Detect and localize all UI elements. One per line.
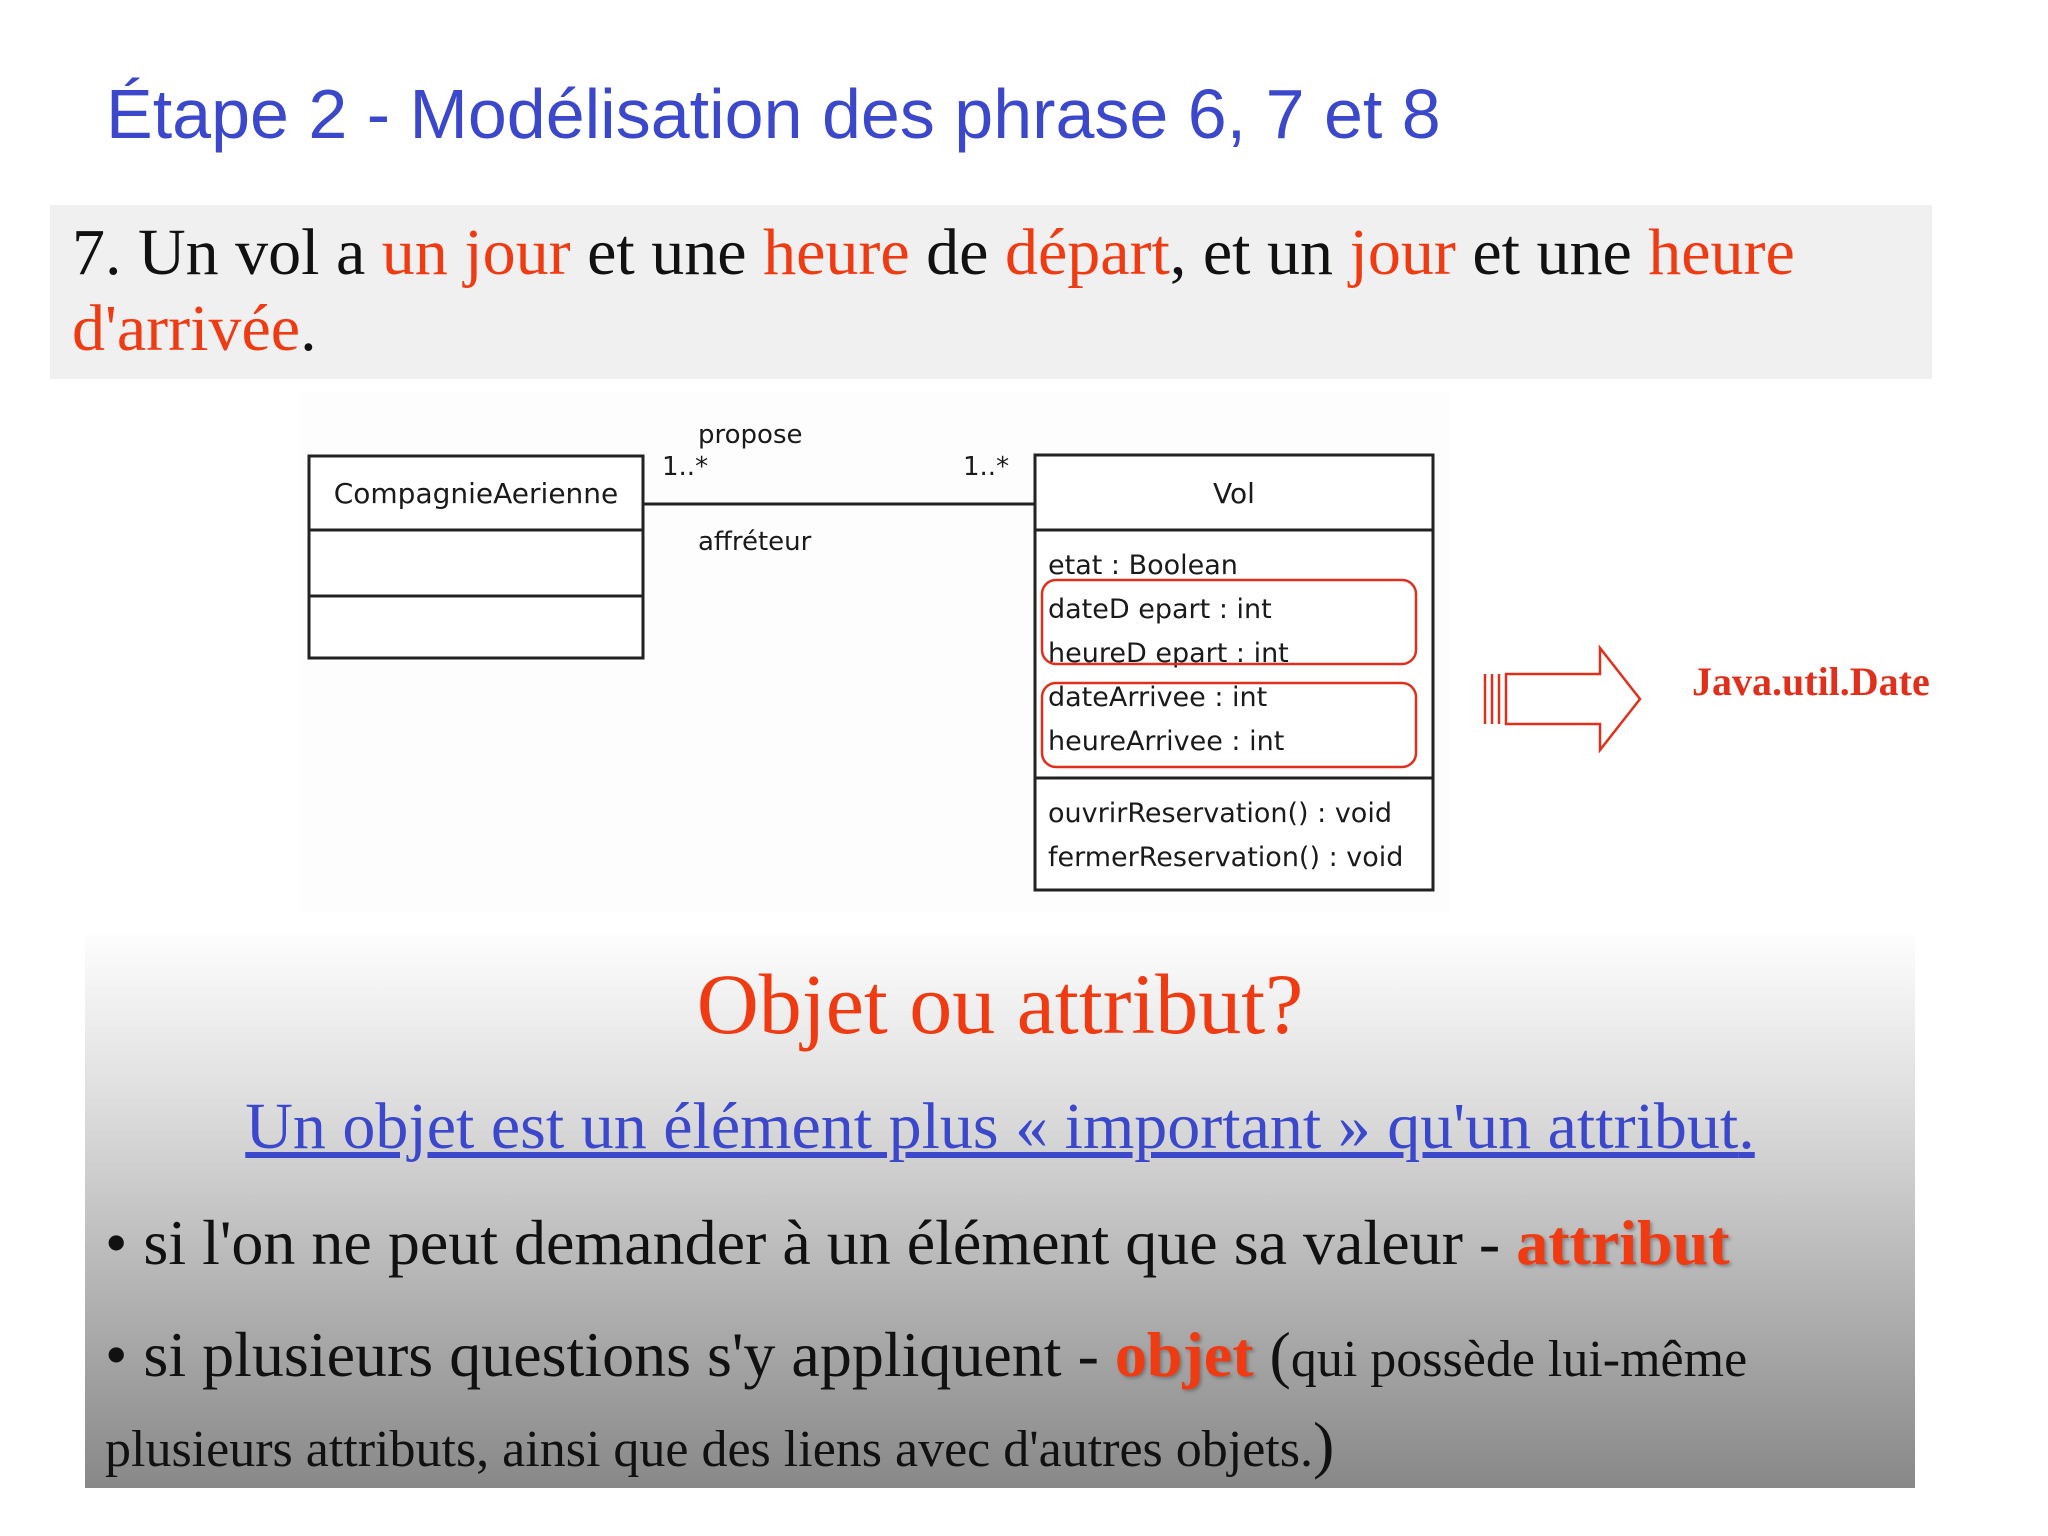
keyword-jour: jour: [1349, 216, 1456, 289]
keyword-attribut: attribut: [1516, 1207, 1730, 1278]
bullet-attribut: [105, 1205, 1730, 1282]
operation-fermer-reservation: fermerReservation() : void: [1048, 842, 1404, 873]
paren-close: ): [1312, 1409, 1335, 1480]
objet-ou-attribut-panel: [85, 935, 1915, 1488]
attribute-date-depart: dateD epart : int: [1048, 594, 1272, 625]
phrase-text: .: [300, 292, 317, 365]
phrase-text: 7. Un vol a: [72, 216, 382, 289]
keyword-jour: un jour: [381, 216, 571, 289]
phrase-text: et une: [570, 216, 764, 289]
bullet-objet-continuation: [105, 1407, 1334, 1484]
definition-end: .: [1738, 1090, 1755, 1163]
java-util-date-label: Java.util.Date: [1692, 659, 1930, 704]
association-line: [643, 420, 1035, 557]
attribute-date-arrivee: dateArrivee : int: [1048, 682, 1268, 713]
keyword-heure: heure: [763, 216, 910, 289]
bullet-text: • si l'on ne peut demander à un élément que sa valeur -: [105, 1207, 1517, 1278]
class-name-vol: Vol: [1213, 477, 1255, 510]
role-propose: propose: [698, 420, 803, 450]
paren-open: (: [1253, 1319, 1291, 1390]
multiplicity-right: 1..*: [963, 452, 1010, 482]
definition-text: [85, 1087, 1915, 1166]
keyword-objet: objet: [1114, 1319, 1254, 1390]
class-vol: [1035, 455, 1433, 890]
attribute-heure-arrivee: heureArrivee : int: [1048, 726, 1285, 757]
multiplicity-left: 1..*: [662, 452, 709, 482]
bullet-text: • si plusieurs questions s'y appliquent -: [105, 1319, 1115, 1390]
keyword-depart: départ: [1004, 216, 1170, 289]
attribute-heure-depart: heureD epart : int: [1048, 638, 1289, 669]
role-affreteur: affréteur: [698, 527, 812, 557]
bullet-continuation-text: plusieurs attributs, ainsi que des liens avec d'autres objets.: [105, 1421, 1313, 1478]
bullet-objet: [105, 1317, 1747, 1394]
right-arrow-icon: [1485, 648, 1640, 750]
slide-title: Étape 2 - Modélisation des phrase 6, 7 et 8: [106, 75, 1441, 153]
phrase-text: et une: [1455, 216, 1649, 289]
class-compagnie-aerienne: [309, 456, 643, 658]
definition-link-text: Un objet est un élément plus « important » qu'un attribut: [245, 1090, 1739, 1163]
phrase-text: de: [909, 216, 1005, 289]
operation-ouvrir-reservation: ouvrirReservation() : void: [1048, 798, 1392, 829]
keyword-heure: heure: [1648, 216, 1795, 289]
attribute-etat: etat : Boolean: [1048, 550, 1238, 581]
phrase-text: , et un: [1169, 216, 1350, 289]
bullet-tail: qui possède lui-même: [1290, 1331, 1748, 1388]
keyword-arrivee: d'arrivée: [72, 292, 301, 365]
class-name-compagnie: CompagnieAerienne: [333, 477, 619, 510]
question-title: Objet ou attribut?: [696, 956, 1304, 1052]
